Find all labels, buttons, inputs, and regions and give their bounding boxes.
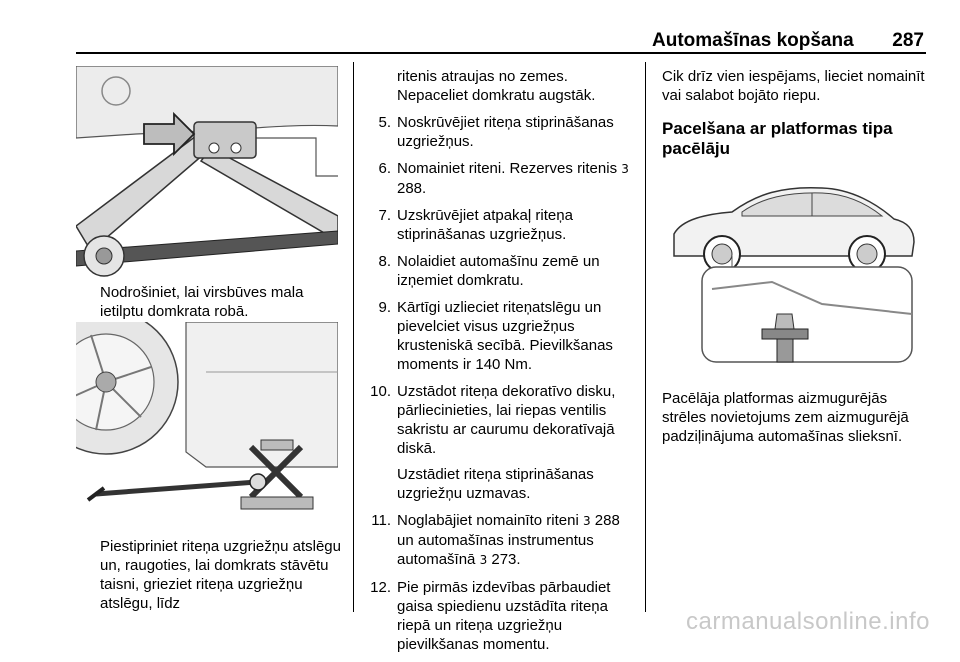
page-header	[652, 30, 924, 52]
cross-reference-link[interactable]: 288.	[397, 180, 427, 197]
right-column	[662, 67, 932, 159]
chapter-title: Automašīnas kopšana	[652, 30, 854, 51]
column-divider-left	[353, 62, 354, 612]
watermark: carmanualsonline.info	[686, 608, 930, 635]
cross-reference-icon: 3	[621, 162, 629, 176]
jack-and-wrench-illustration	[76, 322, 338, 528]
cross-reference-icon: 3	[582, 514, 591, 528]
repair-advice: Cik drīz vien iespējams, lieciet nomainīt vai salabot bojāto riepu.	[662, 68, 925, 104]
section-heading: Pacelšana ar platformas tipa pacēlāju	[662, 119, 893, 158]
step-6: 6. Nomainiet riteni. Rezerves ritenis 3 288.	[378, 160, 629, 197]
step-5: 5. Noskrūvējiet riteņa stiprināšanas uzgriežņus.	[378, 114, 614, 150]
procedure-steps	[365, 113, 633, 654]
platform-lift-illustration	[662, 164, 926, 372]
step-11: 11. Noglabājiet nomainīto riteni 3 288 un automašīnas instrumentus automašīnā 3 273.	[371, 512, 620, 568]
step-10-note: Uzstādiet riteņa stiprināšanas uzgriežņu uzmavas.	[397, 466, 594, 502]
caption-1: Nodrošiniet, lai virsbūves mala ietilptu domkrata robā.	[100, 284, 304, 320]
lift-caption: Pacēlāja platformas aizmugurējās strēles novietojums zem aizmugurējā padziļinājuma automašīnas slieksnī.	[662, 390, 909, 445]
step-8: 8. Nolaidiet automašīnu zemē un izņemiet domkratu.	[378, 253, 600, 289]
middle-column	[365, 67, 633, 662]
step-12: 12. Pie pirmās izdevības pārbaudiet gaisa spiedienu uzstādīta riteņa riepā un riteņa uzgriežņu pievilkšanas momentu.	[370, 579, 611, 653]
cross-reference-link[interactable]: 273.	[491, 551, 521, 568]
page-number: 287	[892, 30, 924, 51]
cross-reference-icon: 3	[479, 553, 488, 567]
caption-2: Piestipriniet riteņa uzgriežņu atslēgu un, raugoties, lai domkrats stāvētu taisni, grieziet riteņa uzgriežņu atslēgu, līdz	[100, 538, 341, 612]
step-10: 10. Uzstādot riteņa dekoratīvo disku, pārliecinieties, lai riepas ventilis sakristu ar caurumu dekoratīvajā diskā. Uzstādiet riteņa stiprināšanas uzgriežņu uzmavas.	[365, 382, 633, 503]
column-divider-right	[645, 62, 646, 612]
cross-reference-link[interactable]: 288	[594, 512, 620, 529]
step-7: 7. Uzskrūvējiet atpakaļ riteņa stiprināšanas uzgriežņus.	[378, 207, 573, 243]
step-4-continuation: ritenis atraujas no zemes. Nepaceliet domkratu augstāk.	[397, 68, 596, 104]
step-9: 9. Kārtīgi uzlieciet riteņatslēgu un pievelciet visus uzgriežņus krusteniskā secībā. Pievilkšanas moments ir 140 Nm.	[378, 299, 613, 373]
jack-under-sill-illustration	[76, 66, 338, 278]
header-rule	[76, 52, 926, 54]
